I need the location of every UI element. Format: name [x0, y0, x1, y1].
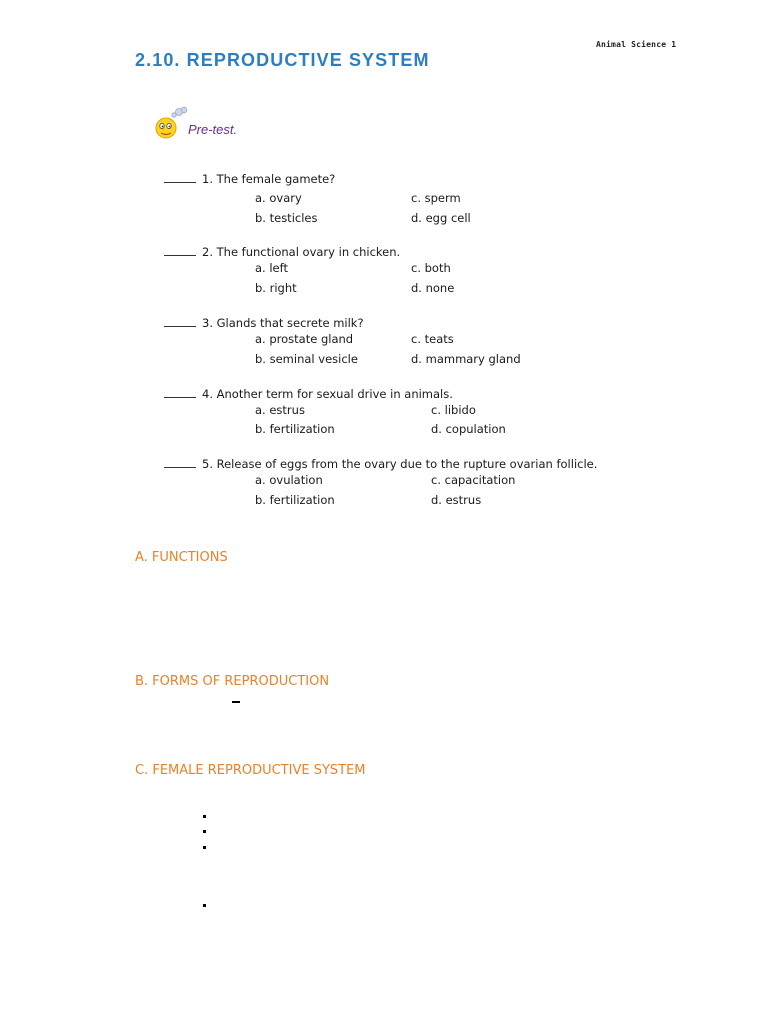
section-female-heading: C. FEMALE REPRODUCTIVE SYSTEM	[135, 763, 366, 778]
option-a: a. ovulation	[255, 473, 323, 487]
pretest-label: Pre-test.	[188, 122, 238, 137]
section-forms-heading: B. FORMS OF REPRODUCTION	[135, 674, 330, 689]
option-d: d. none	[411, 281, 455, 295]
pretest-badge	[150, 104, 270, 144]
option-a: a. left	[255, 261, 288, 275]
question-text: 1. The female gamete?	[202, 172, 336, 186]
option-b: b. fertilization	[255, 422, 335, 436]
option-c: c. both	[411, 261, 451, 275]
question-2	[164, 245, 400, 259]
option-a: a. prostate gland	[255, 332, 354, 346]
answer-blank[interactable]	[164, 387, 196, 398]
option-b: b. right	[255, 281, 297, 295]
question-1	[164, 172, 335, 186]
option-c: c. libido	[431, 403, 476, 417]
question-text: 2. The functional ovary in chicken.	[202, 245, 401, 259]
option-a: a. estrus	[255, 403, 305, 417]
question-text: 4. Another term for sexual drive in animals.	[202, 387, 453, 401]
bullet-marker	[203, 815, 206, 818]
option-b: b. testicles	[255, 211, 318, 225]
bullet-marker	[203, 846, 206, 849]
page-title: 2.10. REPRODUCTIVE SYSTEM	[135, 50, 430, 70]
dash-marker	[232, 701, 240, 703]
option-a: a. ovary	[255, 191, 302, 205]
question-4	[164, 387, 453, 401]
question-text: 3. Glands that secrete milk?	[202, 316, 364, 330]
option-c: c. teats	[411, 332, 454, 346]
option-d: d. estrus	[431, 493, 482, 507]
option-d: d. copulation	[431, 422, 506, 436]
option-b: b. fertilization	[255, 493, 335, 507]
answer-blank[interactable]	[164, 172, 196, 183]
answer-blank[interactable]	[164, 245, 196, 256]
bullet-marker	[203, 904, 206, 907]
course-header: Animal Science 1	[596, 40, 677, 49]
answer-blank[interactable]	[164, 316, 196, 327]
option-d: d. mammary gland	[411, 352, 521, 366]
option-c: c. sperm	[411, 191, 461, 205]
section-functions-heading: A. FUNCTIONS	[135, 550, 228, 565]
bullet-marker	[203, 830, 206, 833]
question-3	[164, 316, 364, 330]
question-text: 5. Release of eggs from the ovary due to the rupture ovarian follicle.	[202, 457, 598, 471]
option-d: d. egg cell	[411, 211, 471, 225]
answer-blank[interactable]	[164, 457, 196, 468]
question-5	[164, 457, 597, 471]
option-b: b. seminal vesicle	[255, 352, 358, 366]
option-c: c. capacitation	[431, 473, 516, 487]
